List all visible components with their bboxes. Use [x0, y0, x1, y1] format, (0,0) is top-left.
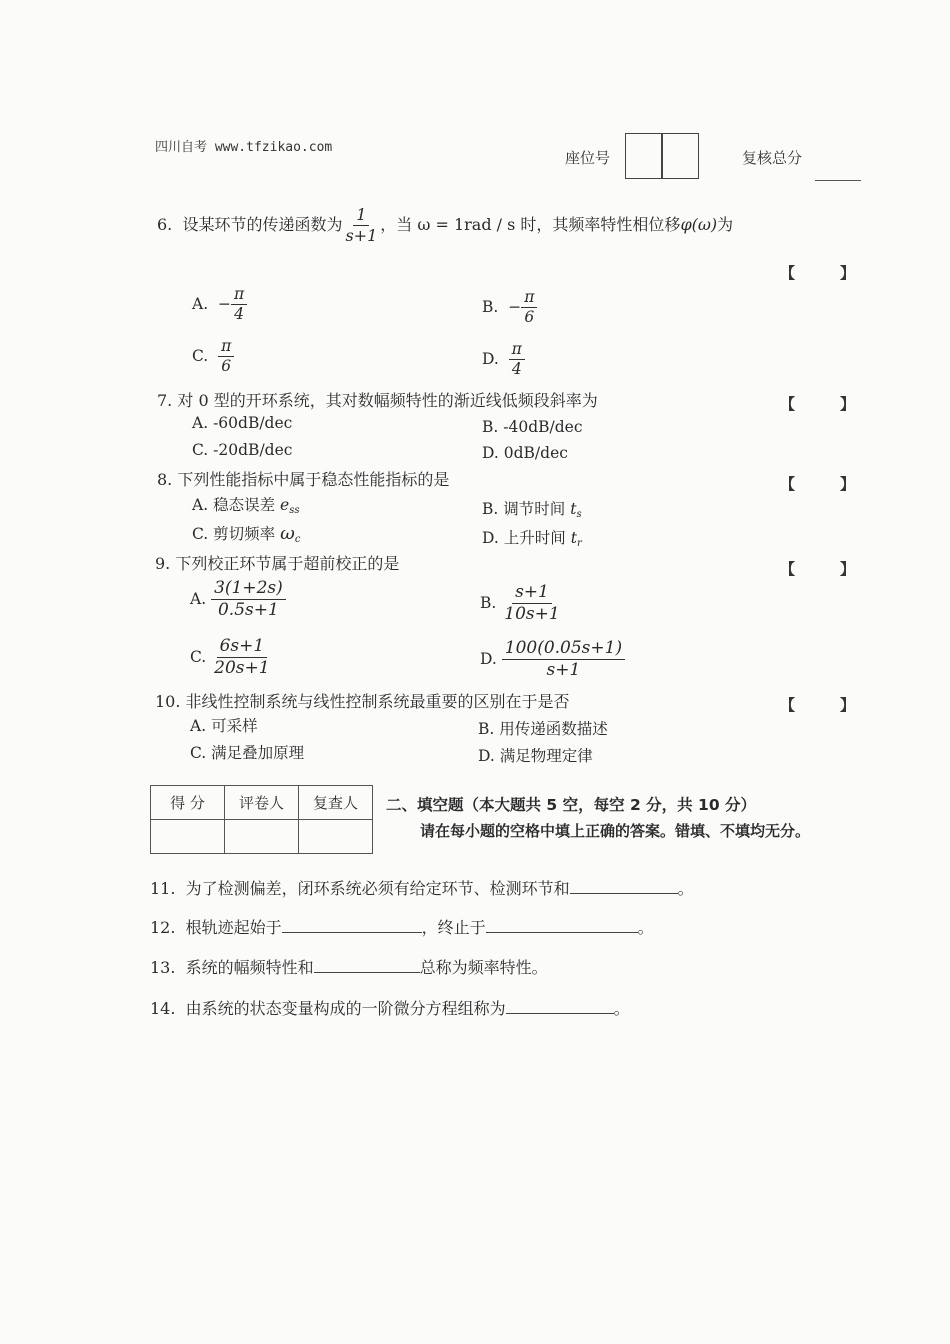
q12-text1: 根轨迹起始于	[185, 918, 282, 937]
score-table	[150, 785, 373, 854]
q8-stem-text: 下列性能指标中属于稳态性能指标的是	[177, 470, 450, 489]
score-table-input-row	[151, 820, 373, 854]
q8-d-text: 上升时间	[503, 529, 566, 547]
q6-d-den: 4	[511, 360, 522, 379]
q6-a-sign: −	[217, 294, 231, 313]
review-total-label: 复核总分	[742, 149, 803, 167]
q9-b-letter: B.	[480, 593, 497, 612]
q13	[150, 955, 548, 978]
q14-blank[interactable]	[506, 999, 614, 1014]
q9-c-letter: C.	[190, 647, 207, 666]
q6-option-b[interactable]	[482, 288, 537, 328]
q6-phi: φ(ω)	[680, 215, 718, 234]
q14-number: 14.	[150, 999, 176, 1018]
q8-c-letter: C.	[192, 525, 209, 543]
q9-d-num: 100(0.05s+1)	[502, 638, 625, 660]
q9-a-letter: A.	[190, 589, 207, 608]
q9-b-num: s+1	[512, 582, 552, 604]
review-total-line[interactable]	[815, 180, 861, 181]
q6-option-d[interactable]	[482, 340, 525, 380]
q6-a-num: π	[231, 285, 247, 305]
q10-d-text: 满足物理定律	[499, 747, 593, 765]
q12-end: 。	[637, 918, 654, 937]
q8-option-a[interactable]	[192, 493, 299, 516]
q8-option-c[interactable]	[192, 522, 300, 545]
q8-number: 8.	[157, 470, 173, 489]
q7-c-text: -20dB/dec	[213, 441, 293, 459]
q7-c-letter: C.	[192, 441, 209, 459]
q10-a-letter: A.	[190, 717, 207, 735]
q10-answer-bracket[interactable]: 【 】	[780, 696, 856, 714]
score-header: 得 分	[151, 786, 225, 820]
q8-b-sub: s	[576, 509, 582, 520]
q6-stem	[157, 205, 733, 246]
q6-number: 6.	[157, 215, 173, 234]
q9-d-den: s+1	[546, 660, 581, 681]
q10-d-letter: D.	[478, 747, 495, 765]
q9-answer-bracket[interactable]: 【 】	[780, 560, 856, 578]
q8-c-text: 剪切频率	[213, 525, 276, 543]
q8-option-d[interactable]	[482, 526, 582, 549]
q6-transfer-function	[342, 205, 380, 246]
q8-d-sym: t	[570, 529, 577, 547]
q8-a-letter: A.	[192, 496, 209, 514]
seat-label: 座位号	[565, 149, 611, 167]
q7-number: 7.	[157, 391, 173, 410]
q7-a-text: -60dB/dec	[213, 414, 293, 432]
q10-a-text: 可采样	[211, 717, 258, 735]
q7-b-letter: B.	[482, 418, 499, 436]
q9-a-num: 3(1+2s)	[211, 578, 286, 600]
q10-stem	[155, 689, 570, 712]
q14-text: 由系统的状态变量构成的一阶微分方程组称为	[185, 999, 506, 1018]
score-table-header-row	[151, 786, 373, 820]
q8-d-letter: D.	[482, 529, 499, 547]
score-cell[interactable]	[151, 820, 225, 854]
q13-text1: 系统的幅频特性和	[185, 958, 314, 977]
q11-end: 。	[677, 879, 694, 898]
q13-number: 13.	[150, 958, 176, 977]
q10-number: 10.	[155, 692, 181, 711]
q6-a-letter: A.	[192, 294, 209, 313]
q10-option-d[interactable]	[478, 744, 593, 766]
q10-c-letter: C.	[190, 744, 207, 762]
q9-option-a[interactable]	[190, 578, 286, 622]
q7-stem-text: 对 0 型的开环系统，其对数幅频特性的渐近线低频段斜率为	[177, 391, 598, 410]
q11	[150, 876, 694, 899]
q7-d-text: 0dB/dec	[503, 444, 568, 462]
q6-option-a[interactable]	[192, 285, 247, 325]
q10-b-letter: B.	[478, 720, 495, 738]
seat-number-box[interactable]	[625, 133, 699, 179]
q6-b-letter: B.	[482, 297, 499, 316]
q6-a-den: 4	[234, 305, 245, 324]
q8-c-sym: ω	[280, 523, 295, 544]
q9-stem	[155, 551, 399, 574]
q7-stem	[157, 388, 598, 411]
site-header: 四川自考 www.tfzikao.com	[155, 140, 333, 155]
q8-d-sub: r	[576, 538, 582, 549]
q6-stem-end: 为	[717, 215, 734, 234]
reviewer-header: 复查人	[299, 786, 373, 820]
q6-tf-den: s+1	[345, 226, 378, 245]
q12-mid: ，终止于	[421, 918, 486, 937]
q8-a-text: 稳态误差	[213, 496, 276, 514]
q6-stem-before: 设某环节的传递函数为	[182, 215, 343, 234]
q9-option-d[interactable]	[480, 638, 625, 682]
grader-cell[interactable]	[225, 820, 299, 854]
q9-c-den: 20s+1	[214, 658, 270, 679]
q10-option-b[interactable]	[478, 717, 608, 739]
q8-stem	[157, 467, 449, 490]
q12-blank-2[interactable]	[486, 918, 638, 933]
q6-d-num: π	[509, 340, 525, 360]
q10-b-text: 用传递函数描述	[499, 720, 608, 738]
q10-c-text: 满足叠加原理	[211, 744, 305, 762]
q8-b-letter: B.	[482, 500, 499, 518]
q9-stem-text: 下列校正环节属于超前校正的是	[175, 554, 400, 573]
q9-a-den: 0.5s+1	[217, 600, 279, 621]
section2-title: 二、填空题（本大题共 5 空，每空 2 分，共 10 分）	[386, 796, 757, 814]
q9-c-num: 6s+1	[217, 636, 268, 658]
grader-header: 评卷人	[225, 786, 299, 820]
section2-instruction: 请在每小题的空格中填上正确的答案。错填、不填均无分。	[420, 822, 811, 840]
q13-text2: 总称为频率特性。	[419, 958, 548, 977]
q7-option-a[interactable]	[192, 414, 292, 432]
q14	[150, 996, 630, 1019]
q11-text: 为了检测偏差，闭环系统必须有给定环节、检测环节和	[185, 879, 570, 898]
q9-option-c[interactable]	[190, 636, 273, 680]
q6-c-letter: C.	[192, 346, 209, 365]
q6-b-num: π	[521, 288, 537, 308]
q8-a-sub: ss	[289, 505, 300, 516]
q10-option-c[interactable]	[190, 741, 304, 763]
q7-b-text: -40dB/dec	[503, 418, 583, 436]
q10-stem-text: 非线性控制系统与线性控制系统最重要的区别在于是否	[185, 692, 570, 711]
q13-blank[interactable]	[314, 958, 420, 973]
q6-c-den: 6	[221, 357, 232, 376]
q6-tf-num: 1	[353, 205, 369, 226]
q8-b-text: 调节时间	[503, 500, 566, 518]
q8-answer-bracket[interactable]: 【 】	[780, 475, 856, 493]
q7-a-letter: A.	[192, 414, 209, 432]
q9-option-b[interactable]	[480, 582, 563, 626]
q8-b-sym: t	[570, 500, 577, 518]
q12-blank-1[interactable]	[282, 918, 422, 933]
q12	[150, 915, 654, 938]
q8-a-sym: e	[280, 496, 290, 514]
seat-box-divider	[661, 134, 663, 178]
reviewer-cell[interactable]	[299, 820, 373, 854]
q10-option-a[interactable]	[190, 714, 258, 736]
q7-d-letter: D.	[482, 444, 499, 462]
q7-answer-bracket[interactable]: 【 】	[780, 395, 856, 413]
q8-option-b[interactable]	[482, 497, 582, 520]
q6-d-letter: D.	[482, 349, 499, 368]
q6-b-sign: −	[508, 297, 522, 316]
q11-number: 11.	[150, 879, 176, 898]
q6-b-den: 6	[524, 308, 535, 327]
q6-c-num: π	[218, 337, 234, 357]
q8-c-sub: c	[294, 534, 301, 545]
q7-option-d[interactable]	[482, 444, 568, 462]
q9-d-letter: D.	[480, 649, 497, 668]
q14-end: 。	[613, 999, 630, 1018]
q9-number: 9.	[155, 554, 171, 573]
q12-number: 12.	[150, 918, 176, 937]
q6-option-c[interactable]	[192, 337, 234, 377]
q6-stem-after: ，当 ω = 1rad / s 时，其频率特性相位移	[380, 215, 681, 234]
q9-b-den: 10s+1	[504, 604, 560, 625]
q7-option-c[interactable]	[192, 441, 292, 459]
q7-option-b[interactable]	[482, 418, 583, 436]
q6-answer-bracket[interactable]: 【 】	[780, 264, 856, 282]
q11-blank[interactable]	[570, 879, 678, 894]
